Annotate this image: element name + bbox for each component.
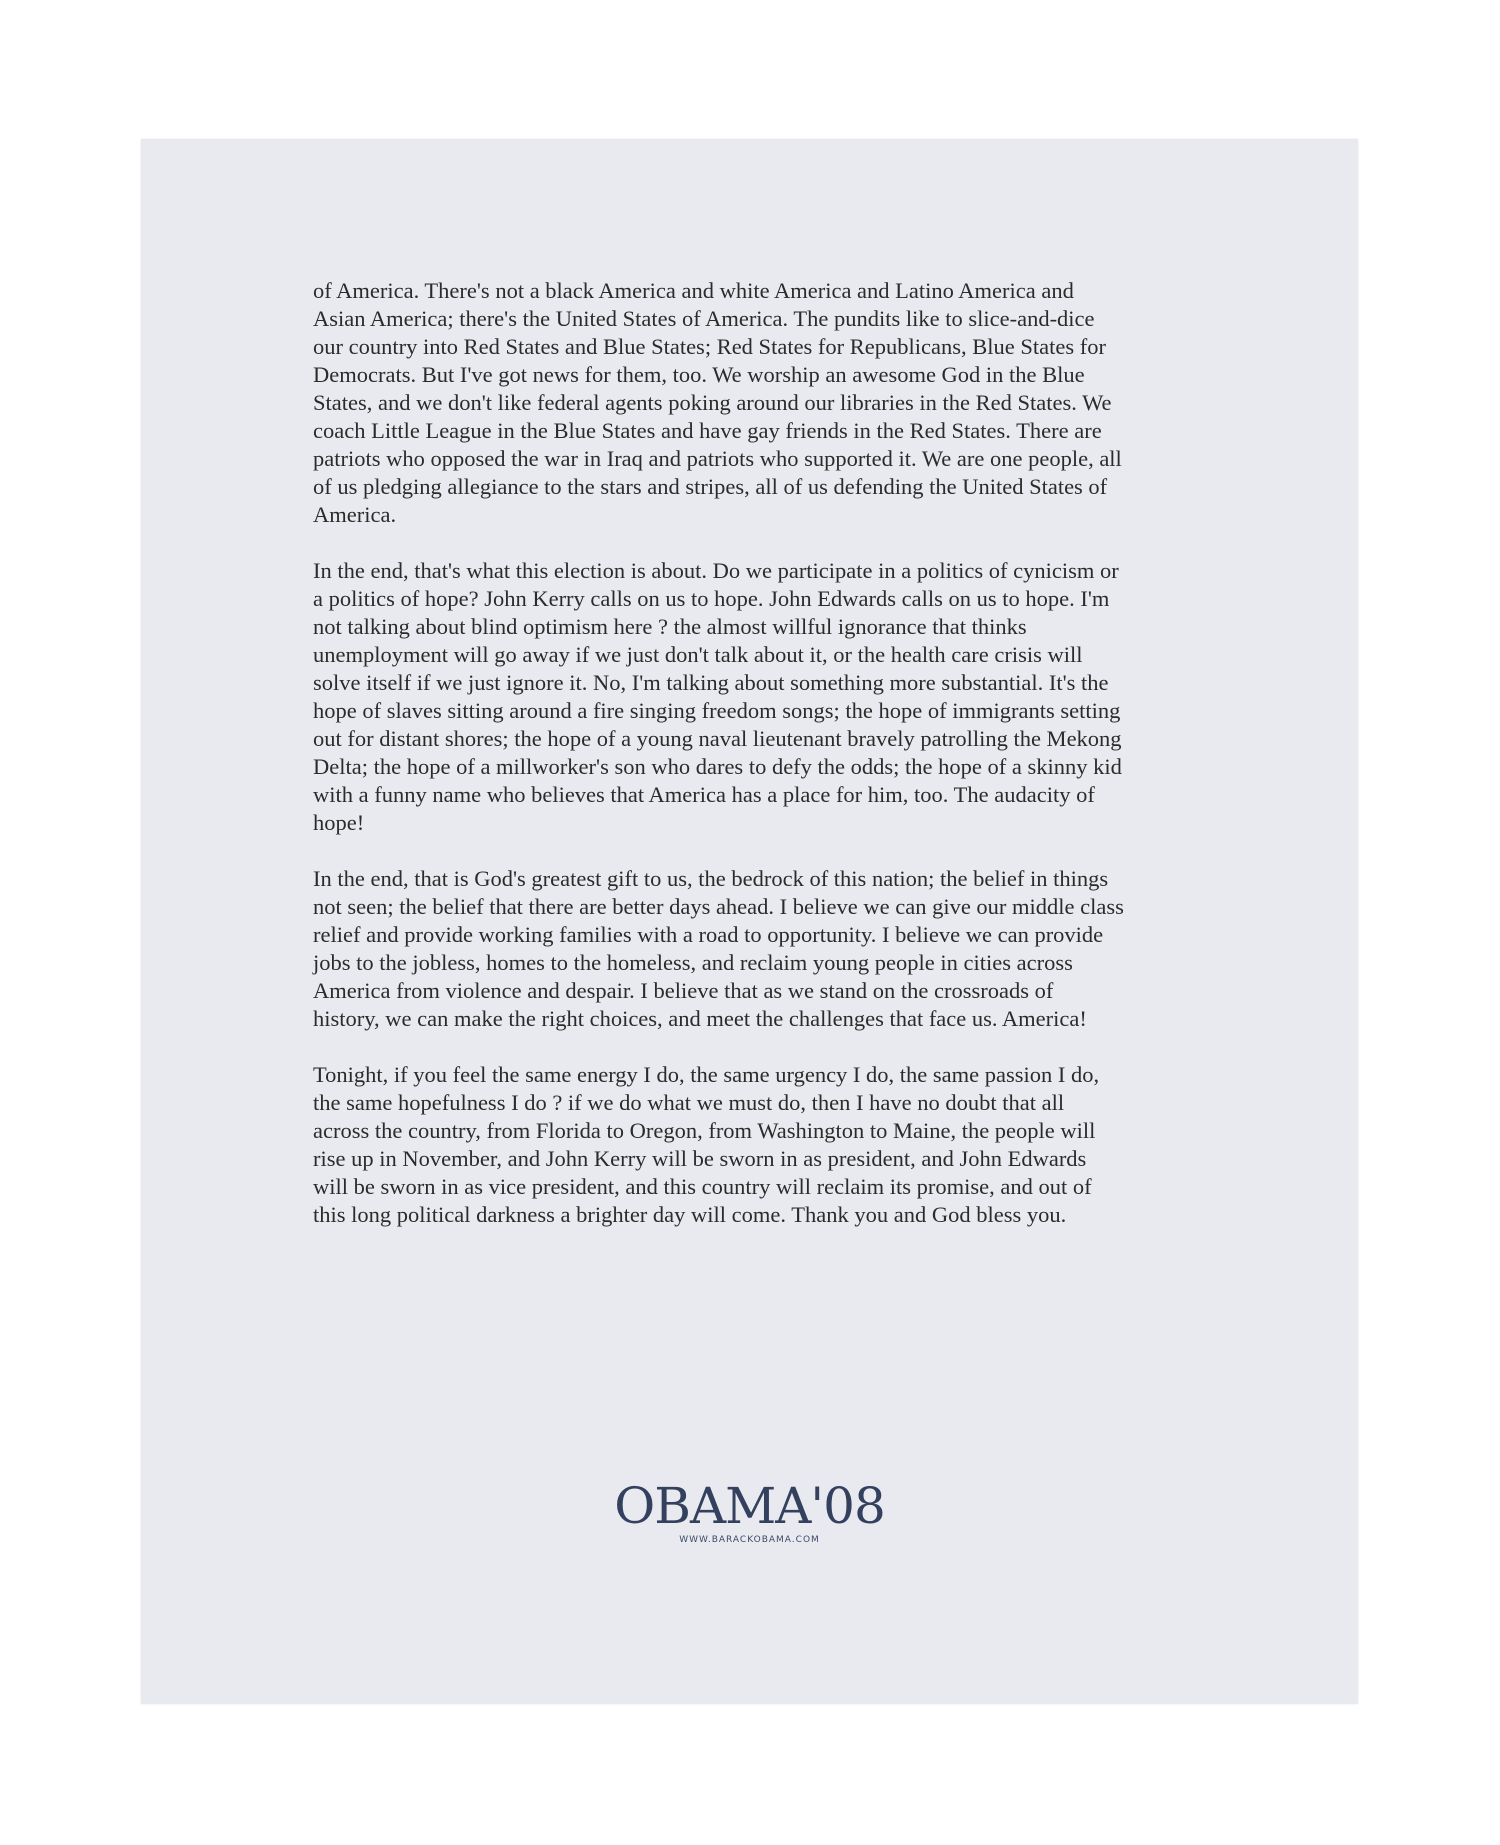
paragraph-4: Tonight, if you feel the same energy I do, the same urgency I do, the same passion I do, the same hopefulness I do ? if we do what we must do, then I have no doubt that all across the country, from Florida to Oregon, from Washington to Maine, the people will rise up in November, and John Kerry will be sworn in as president, and John Edwards will be sworn in as vice president, and this country will reclaim its promise, and out of this long political darkness a brighter day will come. Thank you and God bless you. (313, 1062, 1100, 1227)
paragraph-1: of America. There's not a black America and white America and Latino America and Asian America; there's the United States of America. The pundits like to slice-and-dice our country into Red States and Blue States; Red States for Republicans, Blue States for Democrats. But I've got news for them, too. We worship an awesome God in the Blue States, and we don't like federal agents poking around our libraries in the Red States. We coach Little League in the Blue States and have gay friends in the Red States. There are patriots who opposed the war in Iraq and patriots who supported it. We are one people, all of us pledging allegiance to the stars and stripes, all of us defending the United States of America. (313, 278, 1122, 527)
campaign-logo (141, 1479, 1358, 1545)
paper-sheet (141, 139, 1358, 1704)
logo-wordmark: OBAMA'08 (614, 1477, 885, 1535)
logo-url: WWW.BARACKOBAMA.COM (679, 1535, 820, 1545)
paragraph-2: In the end, that's what this election is about. Do we participate in a politics of cynicism or a politics of hope? John Kerry calls on us to hope. John Edwards calls on us to hope. I'm not talking about blind optimism here ? the almost willful ignorance that thinks unemployment will go away if we just don't talk about it, or the health care crisis will solve itself if we just ignore it. No, I'm talking about something more substantial. It's the hope of slaves sitting around a fire singing freedom songs; the hope of immigrants setting out for distant shores; the hope of a young naval lieutenant bravely patrolling the Mekong Delta; the hope of a millworker's son who dares to defy the odds; the hope of a skinny kid with a funny name who believes that America has a place for him, too. The audacity of hope! (313, 558, 1122, 835)
paragraph-3: In the end, that is God's greatest gift to us, the bedrock of this nation; the belief in things not seen; the belief that there are better days ahead. I believe we can give our middle class relief and provide working families with a road to opportunity. I believe we can provide jobs to the jobless, homes to the homeless, and reclaim young people in cities across America from violence and despair. I believe that as we stand on the crossroads of history, we can make the right choices, and meet the challenges that face us. America! (313, 866, 1124, 1031)
speech-text (313, 277, 1193, 1257)
